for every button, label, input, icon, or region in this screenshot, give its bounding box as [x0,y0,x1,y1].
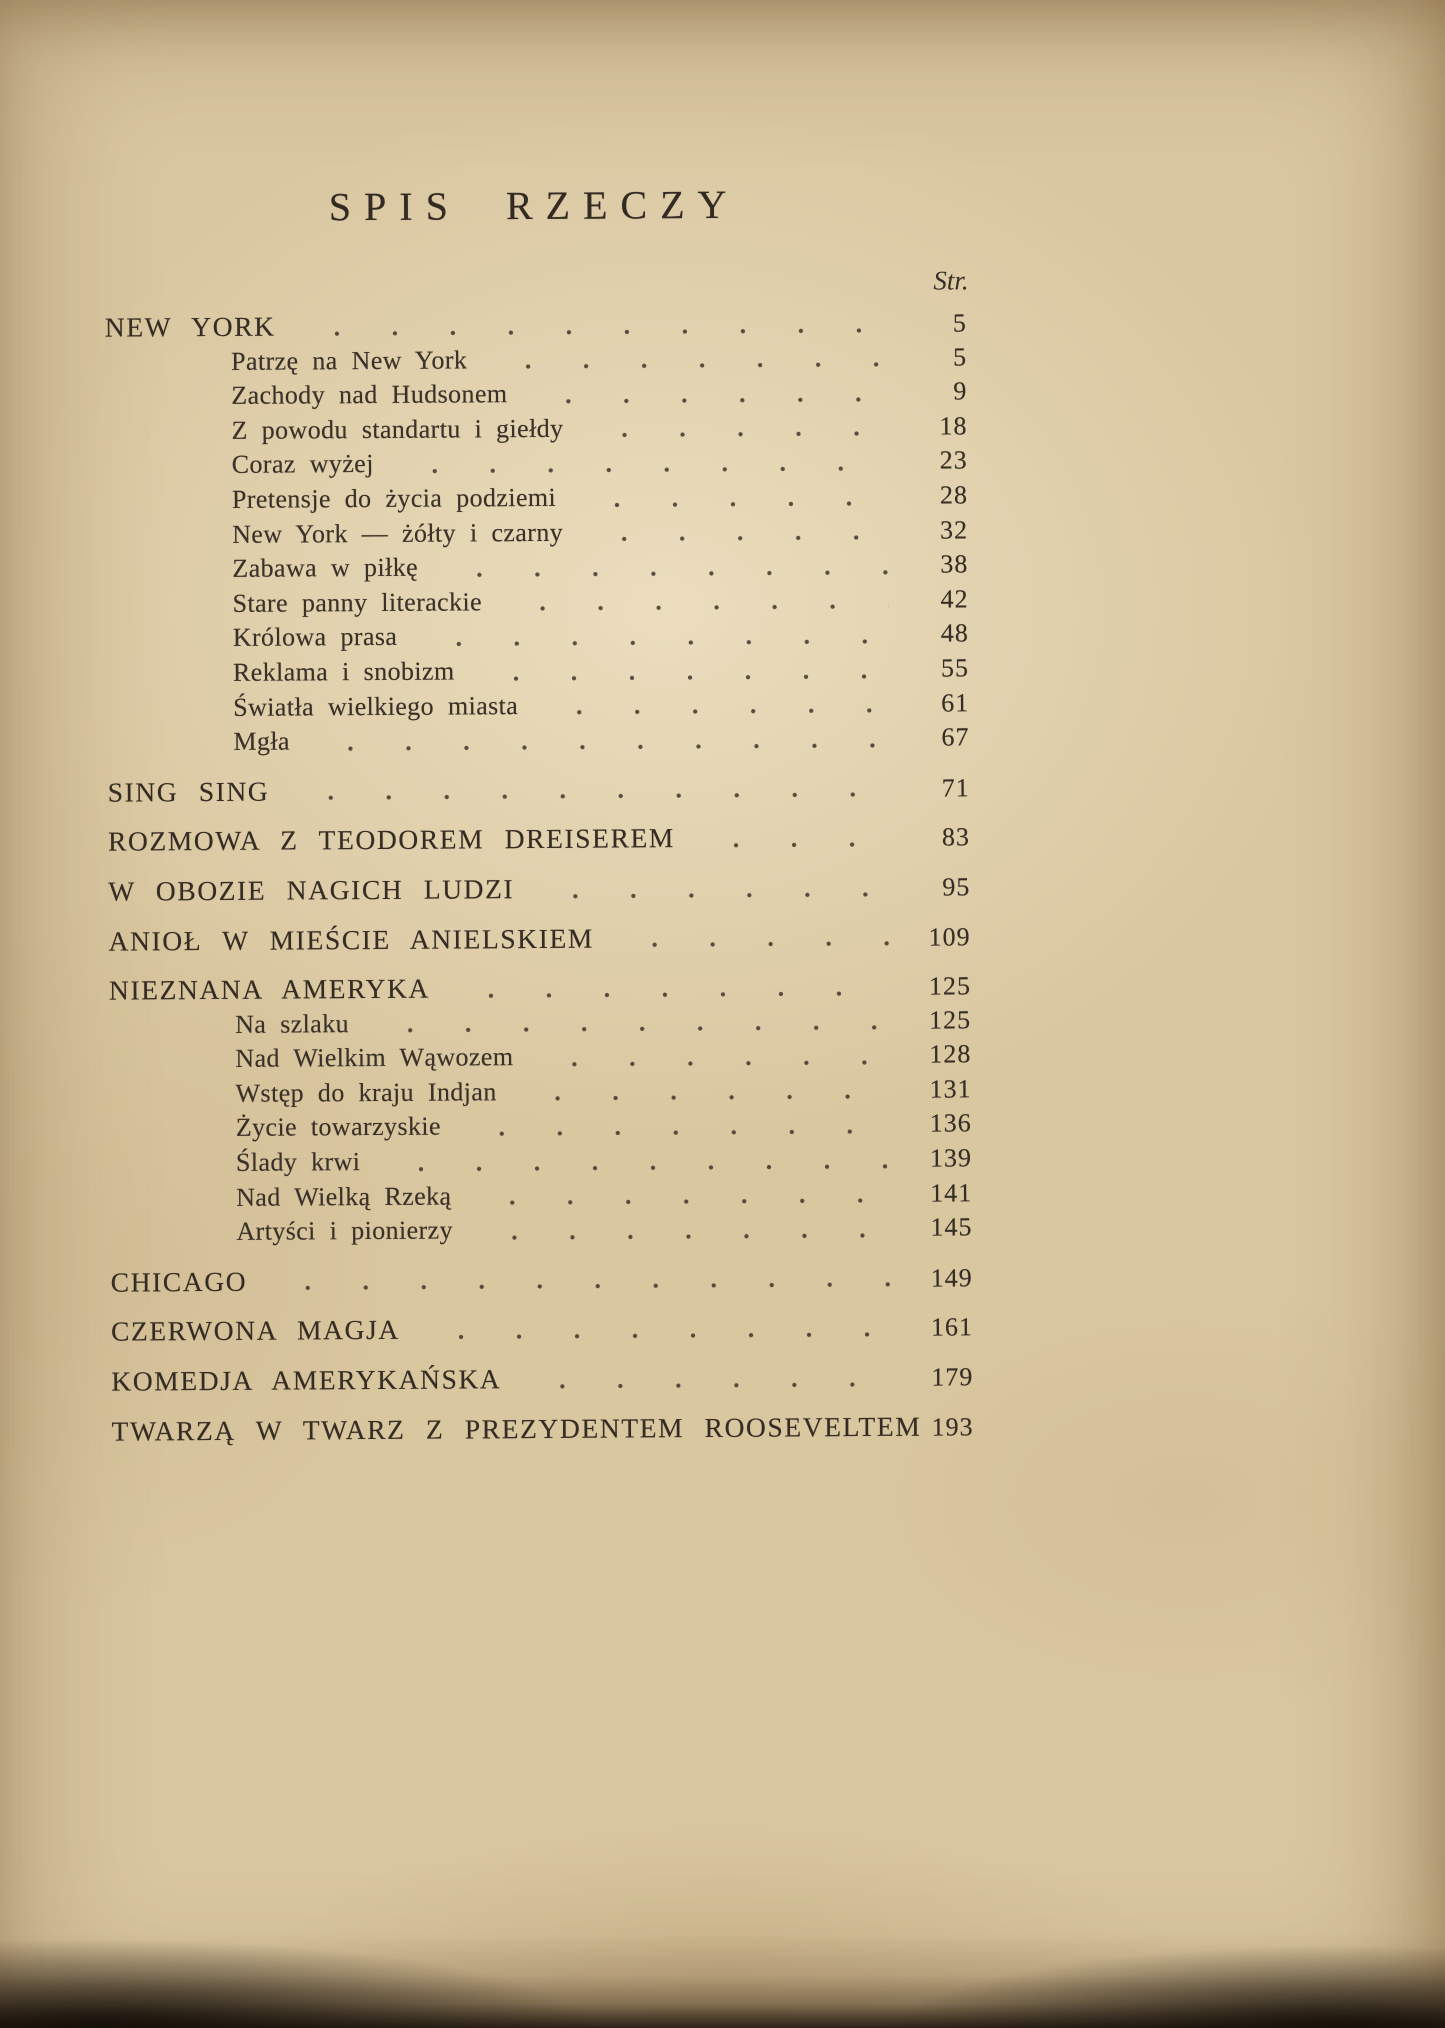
dot-leader [482,582,905,619]
toc-entry [94,869,982,909]
page-number: 67 [941,722,970,752]
toc-entry [94,820,982,860]
dot-leader [290,721,906,759]
toc-entry [91,305,979,345]
toc-entry-title: New York — żółty i czarny [232,517,564,549]
dot-leader [418,548,905,586]
dot-leader [451,1176,908,1213]
book-bottom-edge [0,1933,1445,2028]
toc-entry-title: Na szlaku [235,1008,350,1039]
toc-entry-title: W OBOZIE NAGICH LUDZI [108,873,515,907]
toc-entry [97,1260,985,1300]
page-number: 23 [939,445,968,475]
dot-leader [675,820,906,856]
toc-entry [95,1038,983,1078]
toc-entry [93,686,981,726]
toc-entry [95,968,983,1008]
dot-leader [563,513,904,550]
toc-entry-title: Stare panny literackie [232,587,483,618]
toc-entry-title: SING SING [107,775,270,808]
page-number: 83 [941,822,971,852]
dot-leader [453,1211,909,1248]
toc-content [90,179,986,1449]
toc-entry-title: Coraz wyżej [231,449,374,480]
page-number: 128 [929,1039,972,1069]
toc-entry-title: Reklama i snobizm [232,656,455,687]
dot-leader [360,1142,908,1180]
dot-leader [563,410,903,447]
dot-leader [594,919,907,956]
toc-entry-title: Światła wielkiego miasta [233,690,519,722]
page-number: 9 [953,376,968,406]
page-column-header: Str. [933,265,969,296]
toc-entry-title: Zabawa w piłkę [232,552,419,584]
toc-entry [95,1072,983,1112]
toc-entry-title: Nad Wielkim Wąwozem [235,1042,514,1074]
toc-entry [98,1409,986,1449]
toc-entry-title: NEW YORK [104,310,276,343]
dot-leader [349,1003,907,1041]
page-number: 193 [931,1411,974,1442]
toc-entry-title: Wstęp do kraju Indjan [235,1077,497,1108]
page-number: 136 [929,1108,972,1139]
toc-entry-title: Nad Wielką Rzeką [236,1181,452,1212]
toc-entry [92,582,980,622]
toc-entry-title: Królowa prasa [232,622,398,653]
toc-entry-title: Patrzę na New York [230,345,468,376]
toc-entry-title: ROZMOWA Z TEODOREM DREISEREM [107,822,676,857]
toc-entry [93,651,981,691]
page-number: 38 [940,549,969,579]
dot-leader [374,444,904,482]
page-number: 149 [930,1263,973,1293]
toc-entry [96,1107,984,1147]
dot-leader [556,479,904,516]
page-number: 28 [939,480,969,510]
toc-entry [96,1141,984,1181]
toc-entry [96,1176,984,1216]
dot-leader [454,652,905,689]
toc-entry [92,444,980,484]
toc-entry [91,374,979,414]
dot-leader [507,375,903,412]
page-number: 5 [952,341,968,372]
toc-entry [94,770,982,810]
toc-list [91,305,986,1449]
toc-entry-title: CHICAGO [110,1265,248,1298]
toc-entry [93,617,981,657]
dot-leader [513,1038,907,1075]
page-number: 179 [931,1362,974,1392]
page-number: 141 [930,1177,973,1208]
page-title: SPIS RZECZY [328,181,740,230]
page-number: 109 [928,921,971,952]
page-number: 18 [939,411,968,441]
page-number: 145 [930,1212,973,1242]
page-number: 5 [952,308,967,338]
page-number: 42 [940,584,969,614]
toc-entry-title: Mgła [233,726,290,756]
toc-entry [92,547,980,587]
toc-entry [97,1310,985,1350]
dot-leader [400,1310,909,1348]
page-number: 71 [941,773,970,803]
toc-entry-title: Życie towarzyskie [235,1112,441,1143]
dot-leader [497,1073,908,1110]
toc-entry [91,409,979,449]
dot-leader [247,1261,909,1300]
toc-entry-title: CZERWONA MAGJA [110,1314,400,1348]
page-number: 32 [940,514,969,545]
dot-leader [518,686,905,723]
toc-entry [97,1359,985,1399]
toc-entry [95,1003,983,1043]
page-number: 61 [941,687,970,718]
toc-entry-title: NIEZNANA AMERYKA [108,972,431,1006]
toc-entry [95,919,983,959]
dot-leader [430,969,907,1007]
page-number: 48 [940,618,969,648]
toc-entry-title: Artyści i pionierzy [236,1215,454,1247]
toc-entry [92,478,980,518]
dot-leader [397,617,905,655]
toc-entry-title: Pretensje do życia podziemi [231,482,557,514]
dot-leader [501,1360,909,1397]
page-number: 125 [929,1005,972,1035]
toc-entry [93,720,981,760]
dot-leader [275,306,902,344]
toc-entry [92,513,980,553]
dot-leader [269,770,906,808]
toc-entry [91,340,979,380]
dot-leader [514,870,906,907]
toc-entry-title: TWARZĄ W TWARZ Z PREZYDENTEM ROOSEVELTEM [111,1410,922,1447]
page-number: 55 [940,653,970,683]
toc-entry-title: Z powodu standartu i giełdy [231,413,564,445]
toc-entry-title: Ślady krwi [235,1147,361,1177]
dot-leader [441,1107,908,1144]
dot-leader [467,340,903,377]
page-number: 131 [929,1074,972,1104]
page-number: 125 [928,971,972,1001]
toc-entry [96,1211,984,1251]
toc-entry-title: Zachody nad Hudsonem [231,379,508,411]
page-number: 95 [942,872,971,902]
toc-entry-title: ANIOŁ W MIEŚCIE ANIELSKIEM [108,922,594,957]
toc-entry-title: KOMEDJA AMERYKAŃSKA [111,1363,502,1397]
page-number: 139 [929,1143,973,1173]
page-number: 161 [930,1312,974,1343]
